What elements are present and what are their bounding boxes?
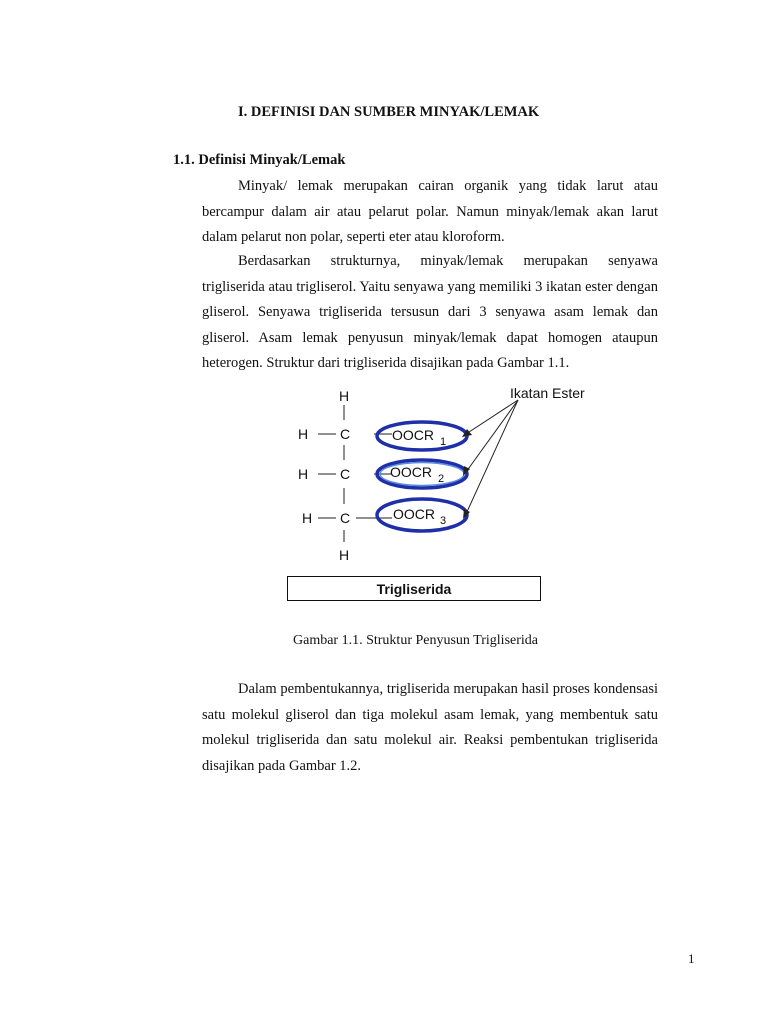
atom-h-2: H xyxy=(298,466,309,482)
triglyceride-figure xyxy=(280,378,620,608)
figure-caption: Gambar 1.1. Struktur Penyusun Trigliserida xyxy=(293,633,538,648)
triglyceride-structure-diagram xyxy=(280,378,620,608)
label-ikatan-ester: Ikatan Ester xyxy=(510,385,585,401)
ester-subscript-2: 2 xyxy=(438,473,445,485)
ester-subscript-1: 1 xyxy=(440,436,447,448)
atom-c-3: C xyxy=(340,510,351,526)
paragraph-structure: Berdasarkan strukturnya, minyak/lemak merupakan senyawa trigliserida atau trigliserol. Yaitu senyawa yang memiliki 3 ikatan ester dengan gliserol. Senyawa trigliserida tersusun dari 3 senyawa asam lemak dan gliserol. Asam lemak penyusun minyak/lemak dapat homogen ataupun heterogen. Struktur dari trigliserida disajikan pada Gambar 1.1. xyxy=(202,253,658,371)
atom-c-1: C xyxy=(340,426,351,442)
ester-group-2: OOCR xyxy=(390,464,432,480)
atom-h-3: H xyxy=(302,510,313,526)
paragraph-formation: Dalam pembentukannya, trigliserida merupakan hasil proses kondensasi satu molekul gliserol dan tiga molekul asam lemak, yang membentuk satu molekul trigliserida dan satu molekul air. Reaksi pembentukan trigliserida disajikan pada Gambar 1.2. xyxy=(202,681,658,774)
atom-c-2: C xyxy=(340,466,351,482)
ester-group-3: OOCR xyxy=(393,506,435,522)
atom-h-bottom: H xyxy=(339,547,350,563)
atom-h-top: H xyxy=(339,388,350,404)
page-number: 1 xyxy=(688,951,695,966)
atom-h-1: H xyxy=(298,426,309,442)
paragraph-definition: Minyak/ lemak merupakan cairan organik yang tidak larut atau bercampur dalam air atau pelarut polar. Namun minyak/lemak akan larut dalam pelarut non polar, seperti eter atau kloroform. xyxy=(202,178,658,245)
chapter-title: I. DEFINISI DAN SUMBER MINYAK/LEMAK xyxy=(238,104,540,120)
trigliserida-label-box: Trigliserida xyxy=(287,576,541,601)
ester-subscript-3: 3 xyxy=(440,515,447,527)
ester-group-1: OOCR xyxy=(392,427,434,443)
arrow-line-2 xyxy=(466,400,518,472)
section-title: 1.1. Definisi Minyak/Lemak xyxy=(173,152,346,168)
